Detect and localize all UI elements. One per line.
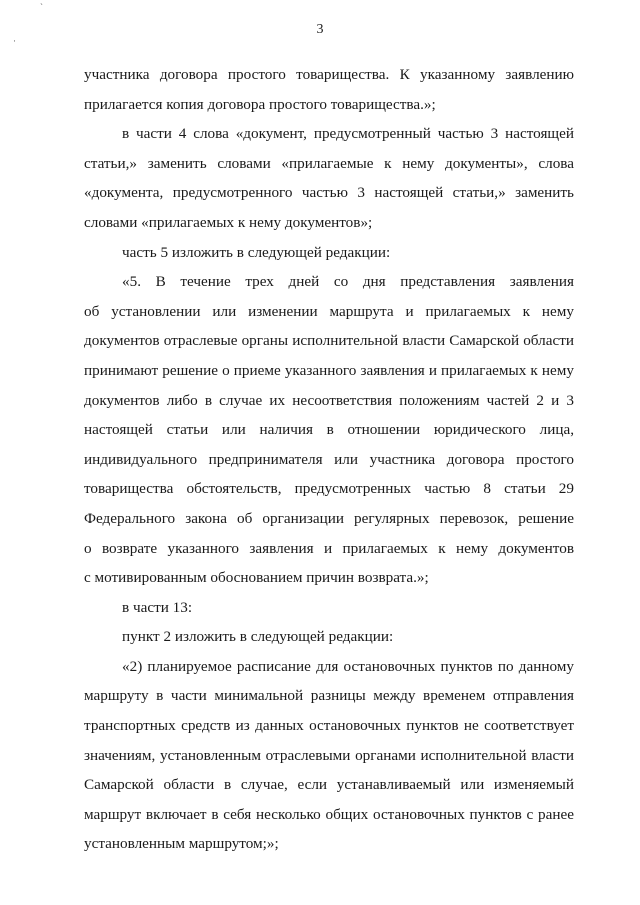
text-line: принимают решение о приеме указанного заявления и прилагаемых к нему (84, 361, 574, 379)
scan-mark: · (13, 36, 16, 46)
text-line: индивидуального предпринимателя или участника договора простого (84, 450, 574, 468)
text-line: в части 4 слова «документ, предусмотренный частью 3 настоящей (122, 125, 574, 143)
text-line: документов отраслевые органы исполнительной власти Самарской области (84, 332, 574, 350)
text-line: Федерального закона об организации регулярных перевозок, решение (84, 509, 574, 527)
text-line: с мотивированным обоснованием причин возврата.»; (84, 569, 429, 587)
text-line: «2) планируемое расписание для остановочных пунктов по данному (122, 657, 574, 675)
text-line: «документа, предусмотренного частью 3 настоящей статьи,» заменить (84, 184, 574, 202)
text-line: участника договора простого товарищества. К указанному заявлению (84, 66, 574, 83)
document-body (84, 60, 574, 859)
text-line: транспортных средств из данных остановочных пунктов не соответствует (84, 717, 574, 735)
text-line: значениям, установленным отраслевыми органами исполнительной власти (84, 746, 574, 764)
text-line: Самарской области в случае, если устанавливаемый или изменяемый (84, 776, 574, 794)
text-line: документов либо в случае их несоответствия положениям частей 2 и 3 (84, 391, 574, 409)
text-line: о возврате указанного заявления и прилагаемых к нему документов (84, 539, 574, 557)
text-line: настоящей статьи или наличия в отношении юридического лица, (84, 421, 574, 439)
scan-mark: ˋ (40, 2, 43, 12)
text-line: установленным маршрутом;»; (84, 835, 279, 853)
text-line: статьи,» заменить словами «прилагаемые к нему документы», слова (84, 154, 574, 172)
text-line: в части 13: (122, 598, 193, 616)
text-line: маршруту в части минимальной разницы между временем отправления (84, 687, 574, 705)
text-line: часть 5 изложить в следующей редакции: (122, 243, 391, 261)
text-line: маршрут включает в себя несколько общих остановочных пунктов с ранее (84, 805, 574, 823)
text-line: «5. В течение трех дней со дня представления заявления (122, 273, 574, 291)
text-line: об установлении или изменении маршрута и прилагаемых к нему (84, 302, 574, 320)
text-line: пункт 2 изложить в следующей редакции: (122, 628, 394, 646)
text-line: прилагается копия договора простого товарищества.»; (84, 95, 436, 113)
page-number: 3 (316, 22, 324, 37)
text-line: словами «прилагаемых к нему документов»; (84, 213, 373, 231)
text-line: товарищества обстоятельств, предусмотренных частью 8 статьи 29 (84, 480, 574, 498)
